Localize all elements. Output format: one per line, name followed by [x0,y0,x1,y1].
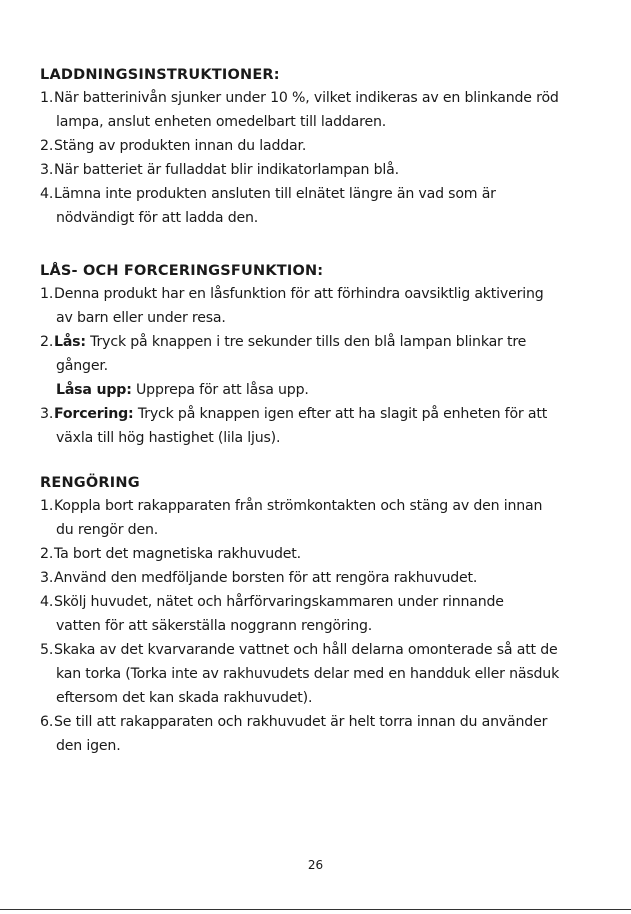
item-line: När batterinivån sjunker under 10 %, vilket indikeras av en blinkande röd [54,90,559,106]
cleaning-list [40,494,600,758]
charging-heading: LADDNINGSINSTRUKTIONER: [40,67,280,83]
item-number: 2. [40,138,54,154]
item-line: lampa, anslut enheten omedelbart till laddaren. [56,114,387,130]
cleaning-heading: RENGÖRING [40,475,140,491]
list-item [40,282,600,330]
item-number: 2. [40,334,54,350]
list-item [40,542,600,566]
list-item [40,182,600,230]
bottom-rule [0,909,631,910]
page-content [40,64,600,758]
cleaning-section [40,472,600,758]
list-item [40,494,600,542]
item-line: Denna produkt har en låsfunktion för att förhindra oavsiktlig aktivering [54,286,544,302]
item-line [54,330,600,354]
item-number: 1. [40,498,54,514]
item-number: 4. [40,186,54,202]
list-item [40,590,600,638]
list-item [40,158,600,182]
item-number: 3. [40,406,54,422]
list-item [40,402,600,450]
item-line: Se till att rakapparaten och rakhuvudet är helt torra innan du använder [54,714,548,730]
item-number: 3. [40,570,54,586]
item-number: 4. [40,594,54,610]
charging-section [40,64,600,230]
item-line: Skölj huvudet, nätet och hårförvaringskammaren under rinnande [54,594,504,610]
lock-label: Lås: [54,334,86,350]
item-line: den igen. [56,738,121,754]
item-line: Skaka av det kvarvarande vattnet och håll delarna omonterade så att de [54,642,558,658]
lock-list [40,282,600,450]
lock-heading: LÅS- OCH FORCERINGSFUNKTION: [40,263,324,279]
item-number: 2. [40,546,54,562]
list-item [40,134,600,158]
list-item [40,710,600,758]
item-line: vatten för att säkerställa noggrann rengöring. [56,618,373,634]
item-line: av barn eller under resa. [56,310,226,326]
item-line: Ta bort det magnetiska rakhuvudet. [54,546,301,562]
page-number: 26 [307,858,324,872]
list-item [40,566,600,590]
item-line: du rengör den. [56,522,159,538]
list-item [40,330,600,402]
item-number: 1. [40,286,54,302]
boost-label: Forcering: [54,406,134,422]
item-number: 5. [40,642,54,658]
item-line: kan torka (Torka inte av rakhuvudets delar med en handduk eller näsduk [56,666,560,682]
list-item [40,86,600,134]
unlock-label: Låsa upp: [56,382,132,398]
item-line: Koppla bort rakapparaten från strömkontakten och stäng av den innan [54,498,543,514]
unlock-text: Upprepa för att låsa upp. [131,382,309,398]
lock-text: Tryck på knappen i tre sekunder tills den blå lampan blinkar tre [85,334,527,350]
item-line: När batteriet är fulladdat blir indikatorlampan blå. [54,162,399,178]
item-number: 1. [40,90,54,106]
boost-text: Tryck på knappen igen efter att ha slagit på enheten för att [133,406,548,422]
item-number: 3. [40,162,54,178]
unlock-line [54,378,600,402]
list-item [40,638,600,710]
item-line: gånger. [56,358,108,374]
item-line: nödvändigt för att ladda den. [56,210,259,226]
item-line: Lämna inte produkten ansluten till elnätet längre än vad som är [54,186,496,202]
item-line [54,402,600,426]
item-line: Använd den medföljande borsten för att rengöra rakhuvudet. [54,570,478,586]
item-number: 6. [40,714,54,730]
item-line: växla till hög hastighet (lila ljus). [56,430,281,446]
item-line: eftersom det kan skada rakhuvudet). [56,690,313,706]
charging-list [40,86,600,230]
item-line: Stäng av produkten innan du laddar. [54,138,307,154]
lock-section [40,260,600,450]
